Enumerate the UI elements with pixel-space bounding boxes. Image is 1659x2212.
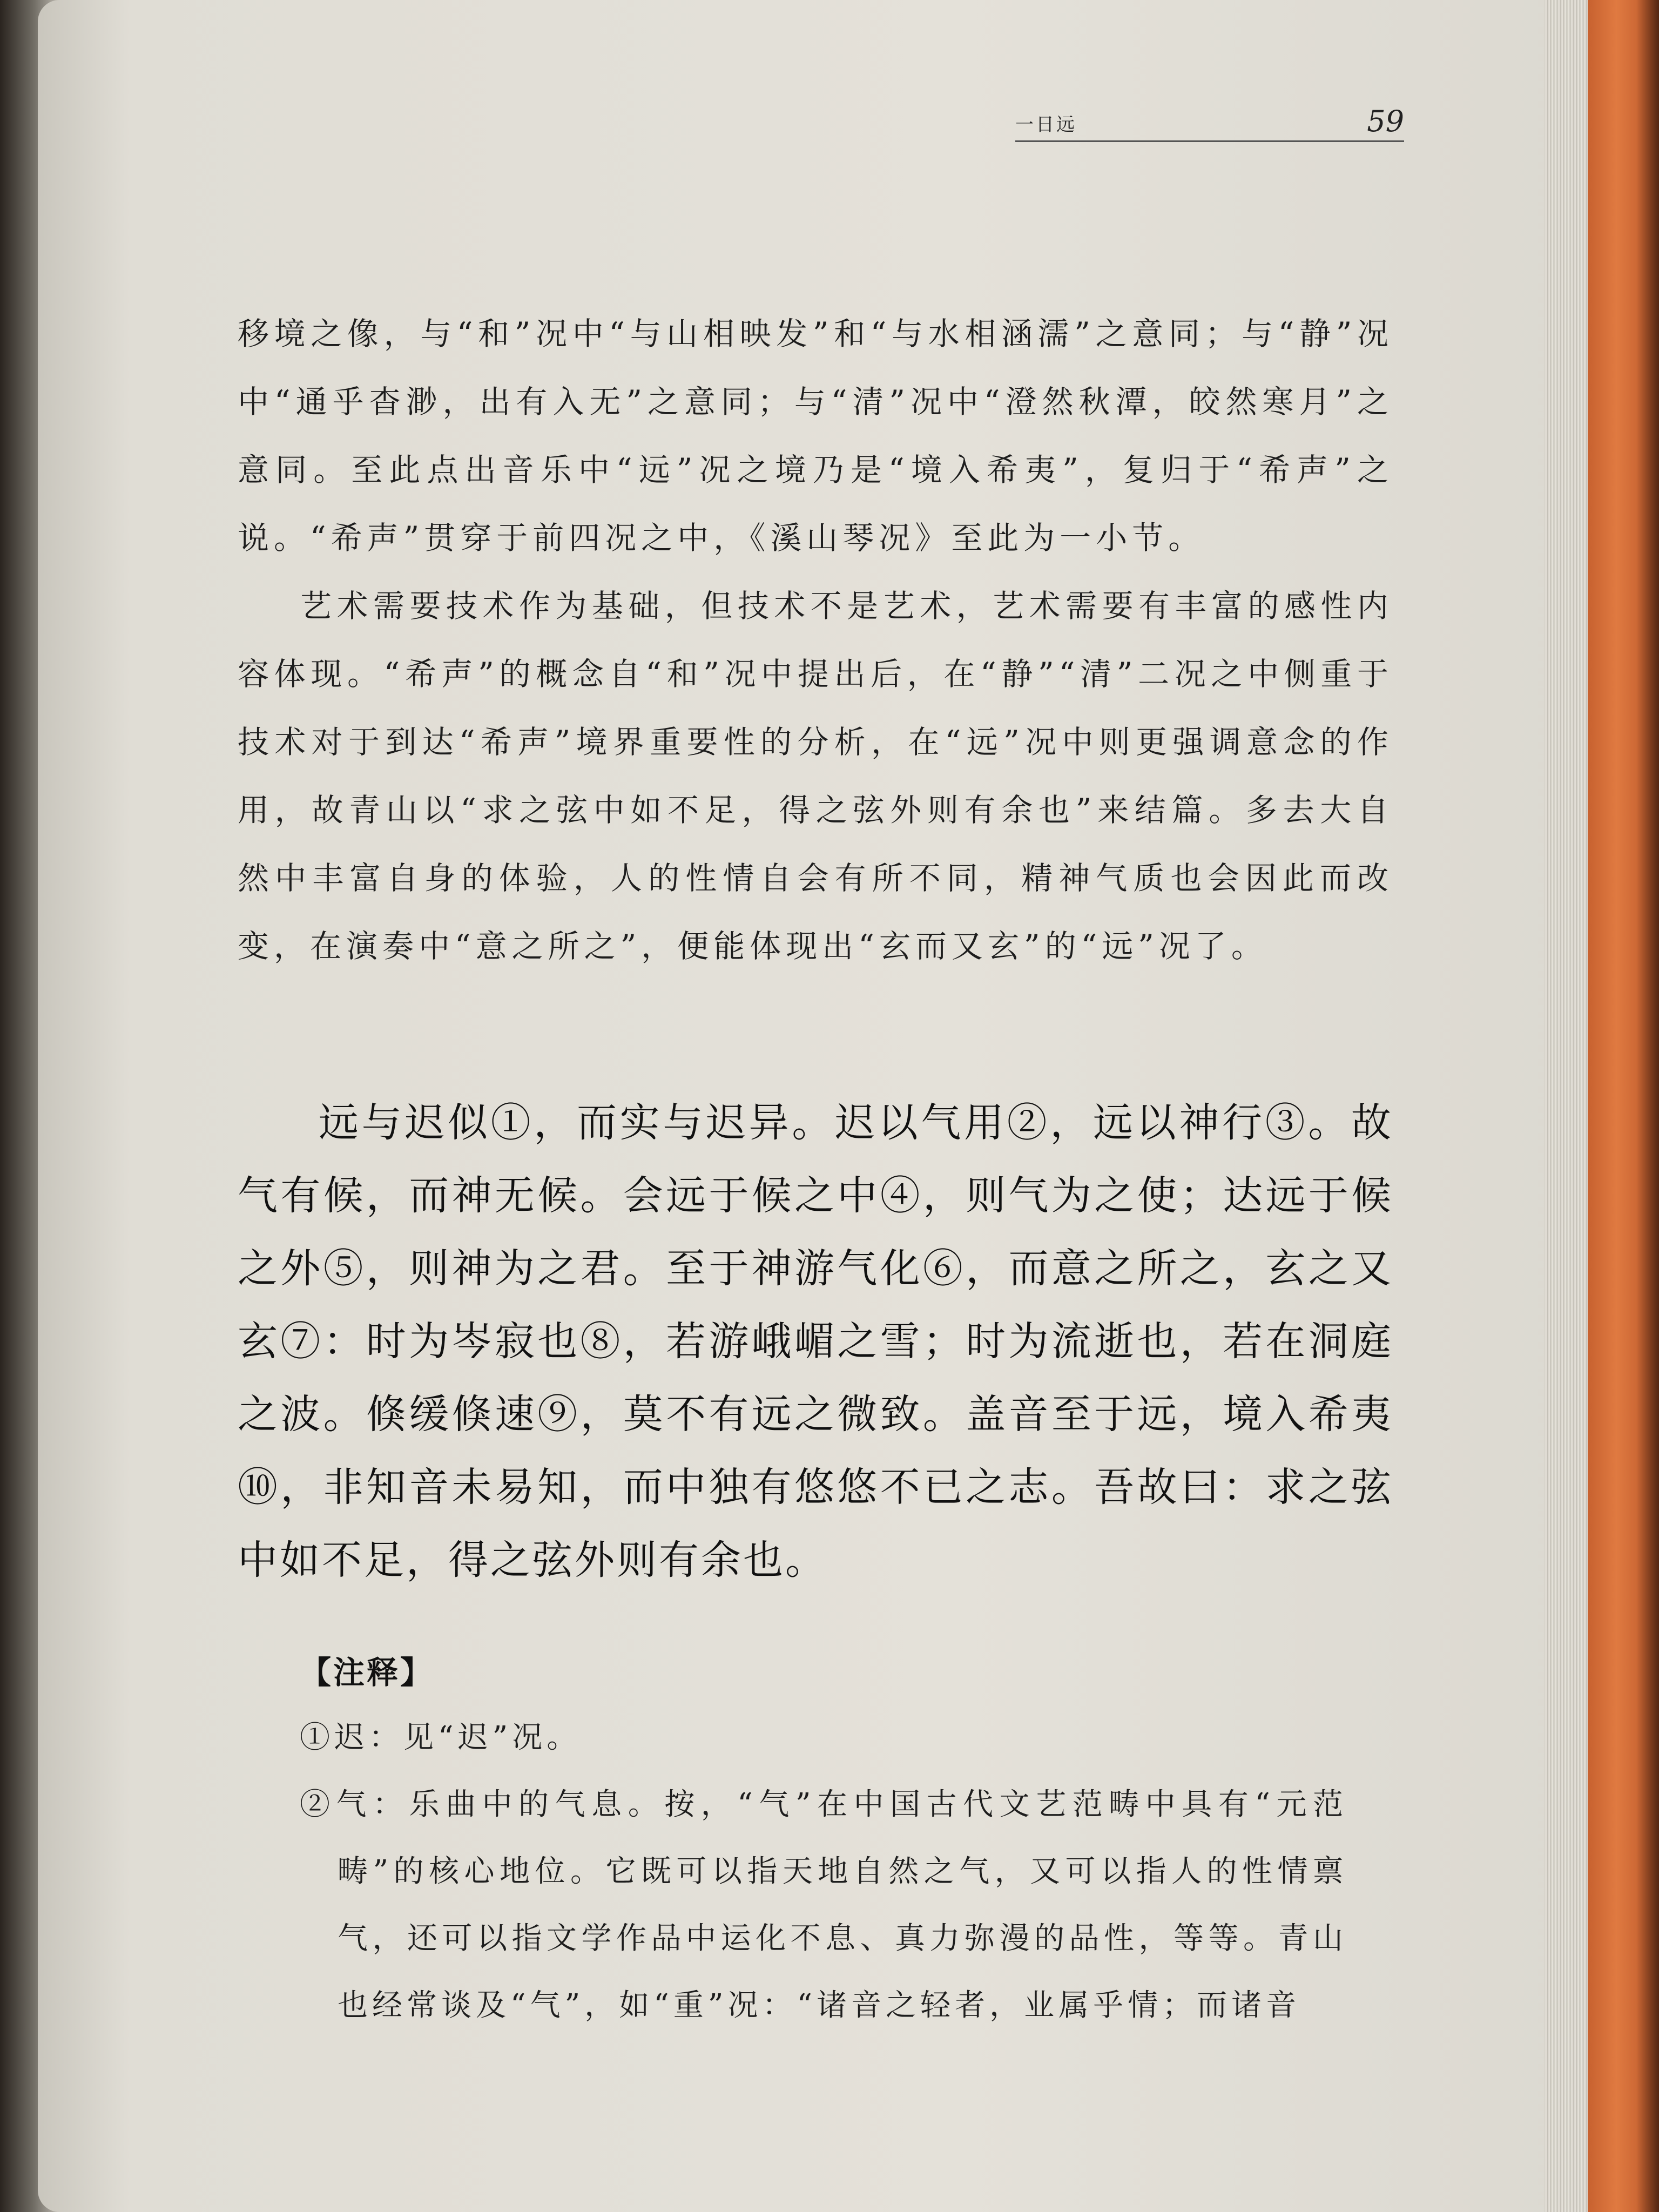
main-text-section	[238, 1087, 1393, 1597]
commentary-section	[238, 300, 1393, 980]
chapter-title: 一日远	[1015, 114, 1077, 136]
notes-heading: 【注释】	[300, 1654, 434, 1691]
commentary-paragraph: 艺术需要技术作为基础，但技术不是艺术，艺术需要有丰富的感性内容体现。“希声”的概念自“和”况中提出后，在“静”“清”二况之中侧重于技术对于到达“希声”境界重要性的分析，在“远”况中则更强调意念的作用，故青山以“求之弦中如不足，得之弦外则有余也”来结篇。多去大自然中丰富自身的体验，人的性情自会有所不同，精神气质也会因此而改变，在演奏中“意之所之”，便能体现出“玄而又玄”的“远”况了。	[238, 588, 1393, 965]
note-item: ①迟：见“迟”况。	[300, 1720, 582, 1755]
cover-shadow	[1636, 0, 1659, 2212]
main-text-paragraph: 远与迟似①，而实与迟异。迟以气用②，远以神行③。故气有候，而神无候。会远于候之中④，则气为之使；达远于候之外⑤，则神为之君。至于神游气化⑥，而意之所之，玄之又玄⑦：时为岑寂也⑧，若游峨嵋之雪；时为流逝也，若在洞庭之波。倏缓倏速⑨，莫不有远之微致。盖音至于远，境入希夷⑩，非知音未易知，而中独有悠悠不已之志。吾故曰：求之弦中如不足，得之弦外则有余也。	[238, 1100, 1393, 1583]
page-edges	[1545, 0, 1588, 2212]
notes-section	[300, 1647, 1347, 2039]
note-item: ②气：乐曲中的气息。按，“气”在中国古代文艺范畴中具有“元范畴”的核心地位。它既可以指天地自然之气，又可以指人的性情禀气，还可以指文学作品中运化不息、真力弥漫的品性，等等。青山也经常谈及“气”，如“重”况：“诸音之轻者，业属乎情；而诸音	[300, 1787, 1347, 2023]
commentary-paragraph: 移境之像，与“和”况中“与山相映发”和“与水相涵濡”之意同；与“静”况中“通乎杳渺，出有入无”之意同；与“清”况中“澄然秋潭，皎然寒月”之意同。至此点出音乐中“远”况之境乃是“境入希夷”，复归于“希声”之说。“希声”贯穿于前四况之中，《溪山琴况》至此为一小节。	[238, 315, 1393, 556]
page-number: 59	[1367, 104, 1404, 138]
running-head	[1015, 103, 1404, 142]
